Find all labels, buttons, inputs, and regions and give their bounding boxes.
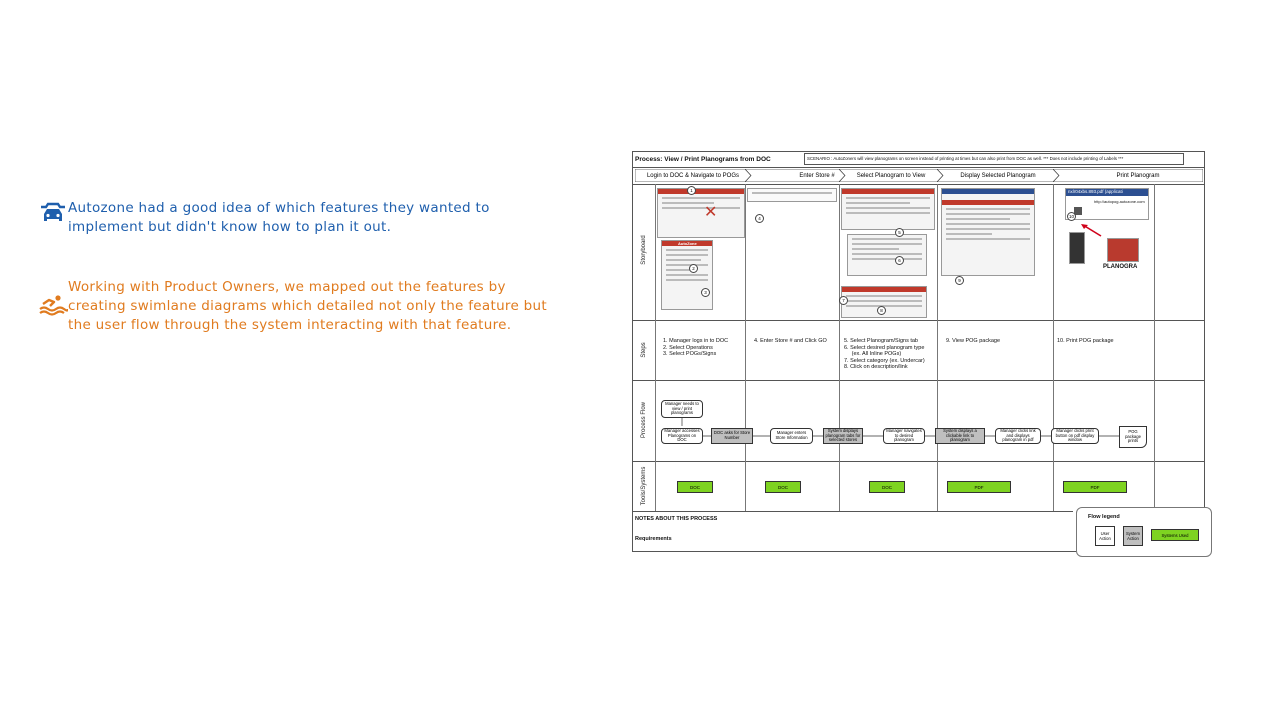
storyboard-screenshot (847, 234, 927, 276)
flow-connectors (633, 380, 1204, 460)
step-number: 8 (877, 306, 886, 315)
legend-title: Flow legend (1088, 514, 1120, 520)
storyboard-screenshot (941, 188, 1035, 276)
flow-node-system: DOC asks for Store Number (711, 428, 753, 444)
flow-node-user: Manager clicks link and displays planogram in pdf (995, 428, 1041, 444)
phase-chevron (1053, 169, 1203, 182)
red-arrow-icon (1079, 222, 1103, 238)
phase-label: Print Planogram (1116, 172, 1160, 179)
step-number: 9 (955, 276, 964, 285)
planogram-label: PLANOGRA (1103, 264, 1138, 270)
step-text: 9. View POG package (946, 338, 1001, 344)
lane-label: Process Flow (641, 402, 647, 439)
flow-node-system: System displays a clickable link to planogram (935, 428, 985, 444)
storyboard-screenshot (657, 188, 745, 238)
legend-user-action: User Action (1095, 526, 1115, 546)
url-text: http://autopog.autozone.com (1094, 199, 1145, 204)
pdf-window-title: nxlr04xbs.893.pdf (applicati (1068, 189, 1123, 194)
step-number: 3 (701, 288, 710, 297)
step-number: 10 (1068, 214, 1074, 219)
storyboard-screenshot (1065, 188, 1149, 220)
flow-node-user: Manager needs to view / print planograms (661, 400, 703, 418)
step-number: 4 (755, 214, 764, 223)
step-text: 1. Manager logs in to DOC 2. Select Operations 3. Select POGs/Signs (663, 338, 729, 357)
bullet-text: Autozone had a good idea of which features they wanted to implement but didn't know how to plan it out. (68, 200, 490, 235)
lane-label: Storyboard (641, 235, 647, 265)
process-title: Process: View / Print Planograms from DOC (635, 156, 771, 163)
phase-label: Select Planogram to View (856, 172, 926, 179)
storyboard-screenshot (661, 240, 713, 310)
flow-node-system: System displays planogram tabs for selected stores (823, 428, 863, 444)
autozone-brand: AutoZone (678, 241, 697, 246)
flow-node-document: POG package prints (1119, 426, 1147, 448)
phase-label: Display Selected Planogram (960, 172, 1036, 179)
scenario-text: SCENARIO : AutoZoners will view planograms on screen instead of printing at times but can also print from DOC as well. *** Does not include printing of Labels *** (807, 156, 1124, 161)
phase-chevron (745, 169, 845, 182)
tool-box: DOC (765, 481, 801, 493)
step-number: 5 (895, 228, 904, 237)
lane-label: Tools/Systems (641, 466, 647, 506)
legend-systems-used: Systems Used (1151, 529, 1199, 541)
bullet-point (38, 199, 538, 237)
car-service-icon (38, 201, 68, 225)
step-number: 7 (839, 296, 848, 305)
step-number: 6 (895, 256, 904, 265)
phase-label: Login to DOC & Navigate to POGs (646, 172, 740, 179)
lane-label: Steps (641, 342, 647, 358)
swimmer-icon (38, 292, 68, 316)
flow-legend (1076, 507, 1212, 557)
tool-box: PDF (947, 481, 1011, 493)
storyboard-screenshot (747, 188, 837, 202)
storyboard-screenshot (1107, 238, 1139, 262)
step-number: 2 (689, 264, 698, 273)
step-number: 1 (687, 186, 696, 195)
close-icon: ✕ (704, 204, 718, 221)
requirements-label: Requirements (635, 536, 672, 542)
phase-chevron (937, 169, 1059, 182)
flow-node-user: Manager accesses Planograms on DOC (661, 428, 703, 444)
bullet-text: Working with Product Owners, we mapped out the features by creating swimlane diagrams which detailed not only the feature but the user flow through the system interacting with that feature. (68, 279, 547, 333)
storyboard-screenshot (841, 188, 935, 230)
phase-chevron (635, 169, 751, 182)
flow-node-user: Manager enters Store Information (770, 428, 813, 444)
flow-node-user: Manager clicks print button on pdf display window (1051, 428, 1099, 444)
step-text: 5. Select Planogram/Signs tab 6. Select desired planogram type (ex. All Inline POGs) 7. Select category (ex. Undercar) 8. Click on description/link (844, 338, 925, 370)
tool-box: PDF (1063, 481, 1127, 493)
flow-node-user: Manager navigates to desired planogram (883, 428, 925, 444)
tool-box: DOC (869, 481, 905, 493)
phase-label: Enter Store # (799, 172, 835, 179)
phase-chevron (839, 169, 943, 182)
bullet-point (38, 278, 558, 335)
step-text: 10. Print POG package (1057, 338, 1114, 344)
swimlane-diagram (632, 151, 1205, 552)
step-text: 4. Enter Store # and Click GO (754, 338, 827, 344)
legend-system-action: System Action (1123, 526, 1143, 546)
notes-label: NOTES ABOUT THIS PROCESS (635, 516, 718, 522)
tool-box: DOC (677, 481, 713, 493)
scenario-box (804, 153, 1184, 165)
